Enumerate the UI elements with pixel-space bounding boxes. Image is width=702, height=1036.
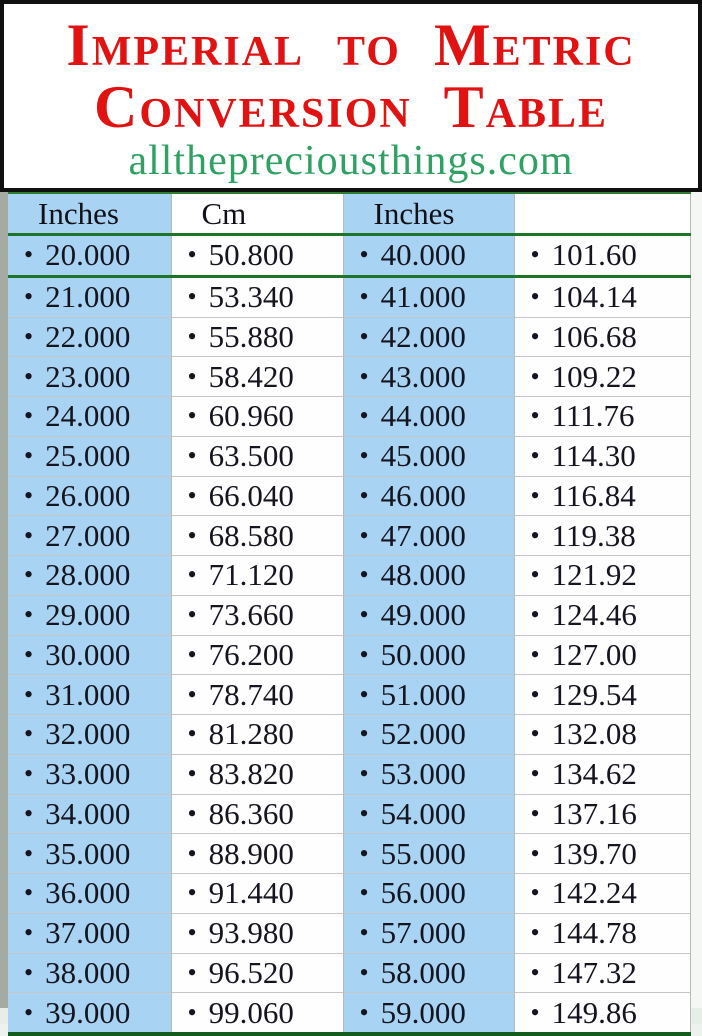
table-cell bbox=[171, 357, 343, 397]
left-margin bbox=[0, 192, 8, 1008]
table-cell bbox=[514, 516, 690, 556]
table-cell bbox=[343, 715, 514, 755]
bullet-icon: • bbox=[24, 282, 34, 312]
cell-value: 56.000 bbox=[380, 875, 466, 911]
table-cell bbox=[8, 556, 171, 596]
table-row bbox=[8, 397, 690, 437]
bullet-icon: • bbox=[359, 918, 369, 948]
table-cell bbox=[171, 556, 343, 596]
cell-value: 52.000 bbox=[380, 716, 466, 752]
bullet-icon: • bbox=[187, 878, 197, 908]
bullet-icon: • bbox=[24, 878, 34, 908]
bullet-icon: • bbox=[24, 798, 34, 828]
table-cell bbox=[514, 754, 690, 794]
table-cell bbox=[343, 635, 514, 675]
cell-value: 53.340 bbox=[208, 279, 294, 315]
table-cell bbox=[343, 595, 514, 635]
table-row bbox=[8, 556, 690, 596]
bullet-icon: • bbox=[187, 639, 197, 669]
bullet-icon: • bbox=[530, 441, 540, 471]
cell-value: 83.820 bbox=[208, 756, 294, 792]
table-cell bbox=[8, 953, 171, 993]
table-row bbox=[8, 357, 690, 397]
cell-value: 28.000 bbox=[45, 557, 131, 593]
cell-value: 34.000 bbox=[45, 795, 131, 831]
table-cell bbox=[343, 794, 514, 834]
cell-value: 55.000 bbox=[380, 835, 466, 871]
table-cell bbox=[343, 476, 514, 516]
cell-value: 91.440 bbox=[208, 875, 294, 911]
title-line-2: Conversion Table bbox=[93, 74, 609, 140]
table-cell bbox=[171, 397, 343, 437]
column-header: Inches bbox=[8, 193, 171, 235]
bullet-icon: • bbox=[24, 997, 34, 1027]
table-cell bbox=[514, 476, 690, 516]
cell-value: 86.360 bbox=[208, 795, 294, 831]
bullet-icon: • bbox=[530, 600, 540, 630]
bullet-icon: • bbox=[187, 560, 197, 590]
bullet-icon: • bbox=[187, 321, 197, 351]
bullet-icon: • bbox=[359, 480, 369, 510]
bullet-icon: • bbox=[359, 957, 369, 987]
cell-value: 37.000 bbox=[45, 915, 131, 951]
bullet-icon: • bbox=[24, 441, 34, 471]
bullet-icon: • bbox=[24, 401, 34, 431]
bullet-icon: • bbox=[24, 560, 34, 590]
bullet-icon: • bbox=[24, 719, 34, 749]
cell-value: 26.000 bbox=[45, 477, 131, 513]
cell-value: 20.000 bbox=[45, 237, 131, 273]
table-cell bbox=[343, 516, 514, 556]
table-cell bbox=[514, 595, 690, 635]
table-cell bbox=[343, 556, 514, 596]
cell-value: 39.000 bbox=[45, 994, 131, 1030]
table-row bbox=[8, 235, 690, 277]
cell-value: 27.000 bbox=[45, 517, 131, 553]
bullet-icon: • bbox=[530, 480, 540, 510]
bullet-icon: • bbox=[359, 878, 369, 908]
table-cell bbox=[171, 953, 343, 993]
bullet-icon: • bbox=[530, 798, 540, 828]
table-cell bbox=[343, 436, 514, 476]
table-cell bbox=[171, 276, 343, 317]
table-cell bbox=[171, 516, 343, 556]
table-row bbox=[8, 715, 690, 755]
table-row bbox=[8, 595, 690, 635]
cell-value: 48.000 bbox=[380, 557, 466, 593]
bullet-icon: • bbox=[359, 401, 369, 431]
cell-value: 147.32 bbox=[551, 954, 637, 990]
table-cell bbox=[171, 913, 343, 953]
cell-value: 45.000 bbox=[380, 438, 466, 474]
cell-value: 149.86 bbox=[551, 994, 637, 1030]
table-row bbox=[8, 476, 690, 516]
bullet-icon: • bbox=[530, 997, 540, 1027]
column-header: Cm bbox=[171, 193, 343, 235]
bullet-icon: • bbox=[187, 240, 197, 270]
table-cell bbox=[8, 754, 171, 794]
cell-value: 40.000 bbox=[380, 237, 466, 273]
bullet-icon: • bbox=[24, 321, 34, 351]
bullet-icon: • bbox=[359, 719, 369, 749]
cell-value: 49.000 bbox=[380, 597, 466, 633]
bullet-icon: • bbox=[24, 918, 34, 948]
column-header bbox=[514, 193, 690, 235]
cell-value: 88.900 bbox=[208, 835, 294, 871]
table-cell bbox=[343, 235, 514, 277]
table-cell bbox=[171, 874, 343, 914]
cell-value: 58.000 bbox=[380, 954, 466, 990]
table-cell bbox=[171, 993, 343, 1034]
bullet-icon: • bbox=[24, 240, 34, 270]
table-cell bbox=[343, 276, 514, 317]
cell-value: 119.38 bbox=[551, 517, 636, 553]
bullet-icon: • bbox=[187, 441, 197, 471]
cell-value: 25.000 bbox=[45, 438, 131, 474]
cell-value: 46.000 bbox=[380, 477, 466, 513]
bullet-icon: • bbox=[359, 679, 369, 709]
cell-value: 139.70 bbox=[551, 835, 637, 871]
bullet-icon: • bbox=[187, 282, 197, 312]
table-cell bbox=[8, 635, 171, 675]
table-row bbox=[8, 754, 690, 794]
table-cell bbox=[8, 436, 171, 476]
cell-value: 60.960 bbox=[208, 398, 294, 434]
table-cell bbox=[514, 794, 690, 834]
cell-value: 81.280 bbox=[208, 716, 294, 752]
bullet-icon: • bbox=[530, 719, 540, 749]
bullet-icon: • bbox=[24, 759, 34, 789]
bullet-icon: • bbox=[530, 679, 540, 709]
bullet-icon: • bbox=[24, 679, 34, 709]
cell-value: 57.000 bbox=[380, 915, 466, 951]
cell-value: 96.520 bbox=[208, 954, 294, 990]
cell-value: 44.000 bbox=[380, 398, 466, 434]
table-row bbox=[8, 635, 690, 675]
bullet-icon: • bbox=[530, 560, 540, 590]
table-header-row bbox=[8, 193, 690, 235]
bullet-icon: • bbox=[530, 361, 540, 391]
table-cell bbox=[171, 715, 343, 755]
cell-value: 132.08 bbox=[551, 716, 637, 752]
bullet-icon: • bbox=[359, 441, 369, 471]
table-cell bbox=[8, 715, 171, 755]
cell-value: 42.000 bbox=[380, 318, 466, 354]
table-cell bbox=[514, 556, 690, 596]
cell-value: 36.000 bbox=[45, 875, 131, 911]
cell-value: 76.200 bbox=[208, 636, 294, 672]
table-cell bbox=[8, 874, 171, 914]
cell-value: 38.000 bbox=[45, 954, 131, 990]
bullet-icon: • bbox=[24, 520, 34, 550]
cell-value: 31.000 bbox=[45, 676, 131, 712]
bullet-icon: • bbox=[24, 639, 34, 669]
table-row bbox=[8, 675, 690, 715]
table-cell bbox=[514, 635, 690, 675]
bullet-icon: • bbox=[24, 838, 34, 868]
cell-value: 43.000 bbox=[380, 358, 466, 394]
cell-value: 32.000 bbox=[45, 716, 131, 752]
table-row bbox=[8, 317, 690, 357]
table-row bbox=[8, 794, 690, 834]
table-cell bbox=[171, 834, 343, 874]
cell-value: 116.84 bbox=[551, 477, 636, 513]
table-cell bbox=[514, 276, 690, 317]
bullet-icon: • bbox=[359, 798, 369, 828]
cell-value: 24.000 bbox=[45, 398, 131, 434]
bullet-icon: • bbox=[24, 957, 34, 987]
cell-value: 137.16 bbox=[551, 795, 637, 831]
table-cell bbox=[8, 357, 171, 397]
cell-value: 33.000 bbox=[45, 756, 131, 792]
bullet-icon: • bbox=[187, 997, 197, 1027]
table-cell bbox=[514, 397, 690, 437]
cell-value: 73.660 bbox=[208, 597, 294, 633]
table-cell bbox=[514, 834, 690, 874]
cell-value: 63.500 bbox=[208, 438, 294, 474]
bullet-icon: • bbox=[187, 520, 197, 550]
table-cell bbox=[8, 476, 171, 516]
cell-value: 29.000 bbox=[45, 597, 131, 633]
cell-value: 78.740 bbox=[208, 676, 294, 712]
bullet-icon: • bbox=[530, 401, 540, 431]
table-cell bbox=[8, 675, 171, 715]
cell-value: 54.000 bbox=[380, 795, 466, 831]
cell-value: 50.000 bbox=[380, 636, 466, 672]
cell-value: 66.040 bbox=[208, 477, 294, 513]
cell-value: 111.76 bbox=[551, 398, 635, 434]
table-cell bbox=[171, 436, 343, 476]
cell-value: 58.420 bbox=[208, 358, 294, 394]
table-cell bbox=[343, 317, 514, 357]
cell-value: 21.000 bbox=[45, 279, 131, 315]
cell-value: 47.000 bbox=[380, 517, 466, 553]
bullet-icon: • bbox=[530, 918, 540, 948]
website-text: allthepreciousthings.com bbox=[128, 138, 574, 184]
cell-value: 144.78 bbox=[551, 915, 637, 951]
cell-value: 106.68 bbox=[551, 318, 637, 354]
table-cell bbox=[343, 834, 514, 874]
table-cell bbox=[8, 993, 171, 1034]
table-cell bbox=[514, 913, 690, 953]
bullet-icon: • bbox=[359, 560, 369, 590]
table-cell bbox=[171, 235, 343, 277]
bullet-icon: • bbox=[187, 401, 197, 431]
table-cell bbox=[8, 516, 171, 556]
bullet-icon: • bbox=[24, 600, 34, 630]
bullet-icon: • bbox=[359, 361, 369, 391]
bullet-icon: • bbox=[187, 719, 197, 749]
table-cell bbox=[171, 635, 343, 675]
table-body bbox=[8, 235, 690, 1035]
bullet-icon: • bbox=[359, 321, 369, 351]
header-box bbox=[0, 0, 702, 192]
cell-value: 50.800 bbox=[208, 237, 294, 273]
cell-value: 41.000 bbox=[380, 279, 466, 315]
table-cell bbox=[343, 357, 514, 397]
bullet-icon: • bbox=[359, 759, 369, 789]
table-cell bbox=[8, 794, 171, 834]
table-cell bbox=[171, 754, 343, 794]
table-row bbox=[8, 834, 690, 874]
bullet-icon: • bbox=[187, 798, 197, 828]
cell-value: 134.62 bbox=[551, 756, 637, 792]
cell-value: 22.000 bbox=[45, 318, 131, 354]
bullet-icon: • bbox=[187, 918, 197, 948]
table-cell bbox=[514, 874, 690, 914]
cell-value: 68.580 bbox=[208, 517, 294, 553]
table-cell bbox=[514, 436, 690, 476]
cell-value: 59.000 bbox=[380, 994, 466, 1030]
table-cell bbox=[343, 397, 514, 437]
cell-value: 121.92 bbox=[551, 557, 637, 593]
cell-value: 101.60 bbox=[551, 237, 637, 273]
bullet-icon: • bbox=[187, 759, 197, 789]
bullet-icon: • bbox=[530, 321, 540, 351]
table-row bbox=[8, 436, 690, 476]
bullet-icon: • bbox=[530, 759, 540, 789]
bullet-icon: • bbox=[359, 240, 369, 270]
bullet-icon: • bbox=[530, 639, 540, 669]
bullet-icon: • bbox=[530, 282, 540, 312]
cell-value: 124.46 bbox=[551, 597, 637, 633]
bullet-icon: • bbox=[530, 240, 540, 270]
table-row bbox=[8, 516, 690, 556]
cell-value: 129.54 bbox=[551, 676, 637, 712]
cell-value: 55.880 bbox=[208, 318, 294, 354]
cell-value: 35.000 bbox=[45, 835, 131, 871]
table-cell bbox=[514, 675, 690, 715]
table-cell bbox=[343, 754, 514, 794]
table-cell bbox=[171, 476, 343, 516]
table-cell bbox=[514, 993, 690, 1034]
title-line-1: Imperial to Metric bbox=[66, 12, 636, 78]
cell-value: 142.24 bbox=[551, 875, 637, 911]
bullet-icon: • bbox=[530, 838, 540, 868]
cell-value: 53.000 bbox=[380, 756, 466, 792]
bullet-icon: • bbox=[187, 361, 197, 391]
conversion-table bbox=[8, 192, 691, 1036]
table-cell bbox=[343, 675, 514, 715]
table-cell bbox=[8, 913, 171, 953]
table-cell bbox=[8, 317, 171, 357]
table-cell bbox=[343, 874, 514, 914]
table-cell bbox=[343, 953, 514, 993]
table-row bbox=[8, 874, 690, 914]
table-row bbox=[8, 993, 690, 1034]
bullet-icon: • bbox=[359, 600, 369, 630]
cell-value: 104.14 bbox=[551, 279, 637, 315]
table-cell bbox=[343, 993, 514, 1034]
table-cell bbox=[171, 317, 343, 357]
table-row bbox=[8, 953, 690, 993]
bullet-icon: • bbox=[530, 957, 540, 987]
bullet-icon: • bbox=[187, 480, 197, 510]
cell-value: 71.120 bbox=[208, 557, 294, 593]
cell-value: 51.000 bbox=[380, 676, 466, 712]
column-header: Inches bbox=[343, 193, 514, 235]
cell-value: 23.000 bbox=[45, 358, 131, 394]
cell-value: 114.30 bbox=[551, 438, 636, 474]
bullet-icon: • bbox=[530, 878, 540, 908]
table-cell bbox=[8, 397, 171, 437]
table-row bbox=[8, 276, 690, 317]
bullet-icon: • bbox=[24, 480, 34, 510]
table-cell bbox=[514, 953, 690, 993]
cell-value: 127.00 bbox=[551, 636, 637, 672]
bullet-icon: • bbox=[187, 838, 197, 868]
cell-value: 109.22 bbox=[551, 358, 637, 394]
cell-value: 93.980 bbox=[208, 915, 294, 951]
right-margin bbox=[690, 192, 702, 1008]
table-cell bbox=[514, 357, 690, 397]
bullet-icon: • bbox=[187, 600, 197, 630]
table-cell bbox=[514, 715, 690, 755]
bullet-icon: • bbox=[359, 282, 369, 312]
bullet-icon: • bbox=[24, 361, 34, 391]
bullet-icon: • bbox=[530, 520, 540, 550]
cell-value: 30.000 bbox=[45, 636, 131, 672]
table-cell bbox=[171, 595, 343, 635]
table-cell bbox=[343, 913, 514, 953]
bullet-icon: • bbox=[187, 679, 197, 709]
bullet-icon: • bbox=[187, 957, 197, 987]
bullet-icon: • bbox=[359, 838, 369, 868]
table-cell bbox=[8, 235, 171, 277]
table-cell bbox=[171, 794, 343, 834]
cell-value: 99.060 bbox=[208, 994, 294, 1030]
table-cell bbox=[8, 834, 171, 874]
table-cell bbox=[8, 595, 171, 635]
table-cell bbox=[514, 317, 690, 357]
bullet-icon: • bbox=[359, 520, 369, 550]
table-cell bbox=[8, 276, 171, 317]
bullet-icon: • bbox=[359, 639, 369, 669]
table-cell bbox=[171, 675, 343, 715]
table-cell bbox=[514, 235, 690, 277]
bullet-icon: • bbox=[359, 997, 369, 1027]
table-row bbox=[8, 913, 690, 953]
